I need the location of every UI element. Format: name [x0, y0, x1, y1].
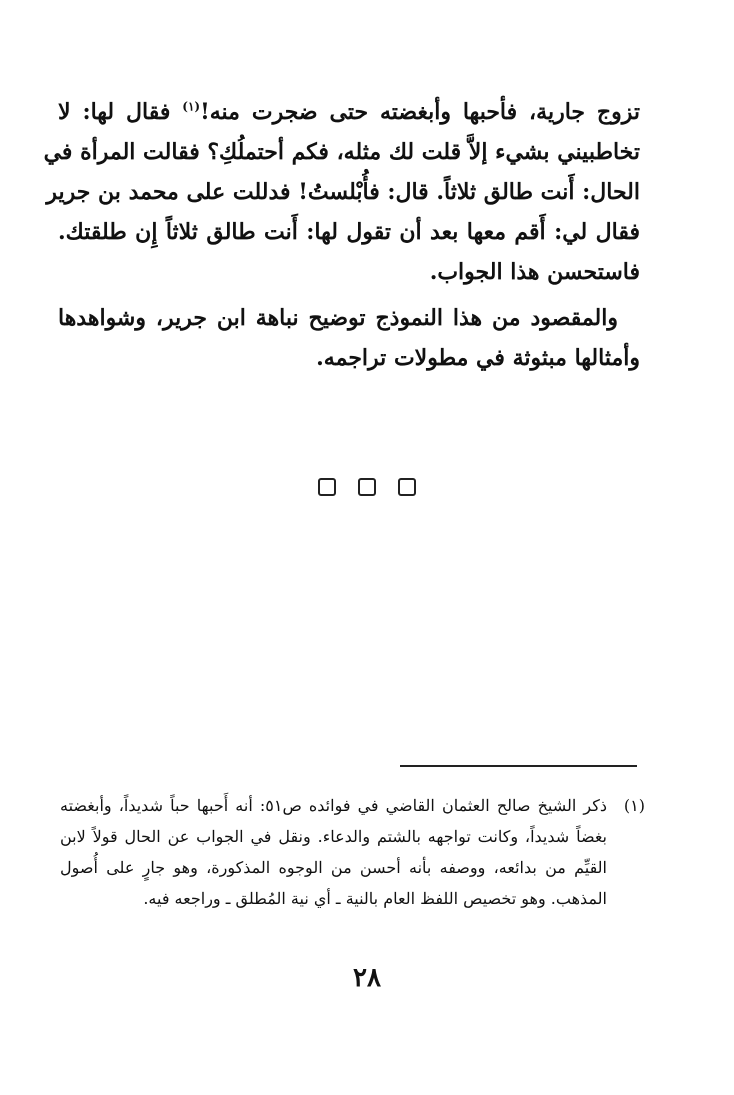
footnote-marker[interactable]: (١) [182, 99, 201, 114]
hollow-square-icon [318, 478, 336, 496]
text-line: الحال: أَنت طالق ثلاثاً. قال: فأُبْلستُ! فدللت على محمد بن جرير [46, 179, 640, 205]
hollow-square-icon [398, 478, 416, 496]
footnote-body [60, 790, 607, 914]
footnote-divider [400, 765, 637, 767]
text-line: فقال لي: أَقم معها بعد أن تقول لها: أَنت طالق ثلاثاً إِن طلقتك. [58, 219, 640, 245]
footnotes [60, 790, 645, 914]
footnote-line: بغضاً شديداً، وكانت تواجهه بالشتم والدعاء. ونقل في الجواب عن الحال قولاً لابن [60, 827, 607, 846]
hollow-square-icon [358, 478, 376, 496]
footnote-line: القيِّم من بدائعه، ووصفه بأنه أحسن من الوجوه المذكورة، وهو جارٍ على أُصول [60, 858, 607, 877]
text-line-tail: فقال لها: لا [58, 99, 183, 125]
main-text [43, 92, 640, 378]
footnote-line: المذهب. وهو تخصيص اللفظ العام بالنية ـ أي نية المُطلق ـ وراجعه فيه. [143, 889, 607, 908]
text-line: وأمثالها مبثوثة في مطولات تراجمه. [316, 345, 640, 371]
footnote-item [60, 790, 645, 914]
text-line: والمقصود من هذا النموذج توضيح نباهة ابن جرير، وشواهدها [58, 305, 618, 331]
text-line: فاستحسن هذا الجواب. [429, 259, 640, 285]
footnote-number: (١) [623, 796, 645, 815]
paragraph-2 [58, 298, 640, 378]
text-line: تخاطبيني بشيء إلاَّ قلت لك مثله، فكم أحتملُكِ؟ فقالت المرأة في [43, 139, 640, 165]
page-number: ٢٨ [353, 963, 381, 993]
text-line-content: تزوج جارية، فأحبها وأبغضته حتى ضجرت منه! [200, 99, 640, 125]
paragraph-1 [43, 92, 640, 292]
footnote-line: ذكر الشيخ صالح العثمان القاضي في فوائده ص٥١: أنه أَحبها حباً شديداً، وأبغضته [60, 796, 607, 815]
text-line [58, 92, 640, 132]
section-separator [0, 472, 734, 502]
